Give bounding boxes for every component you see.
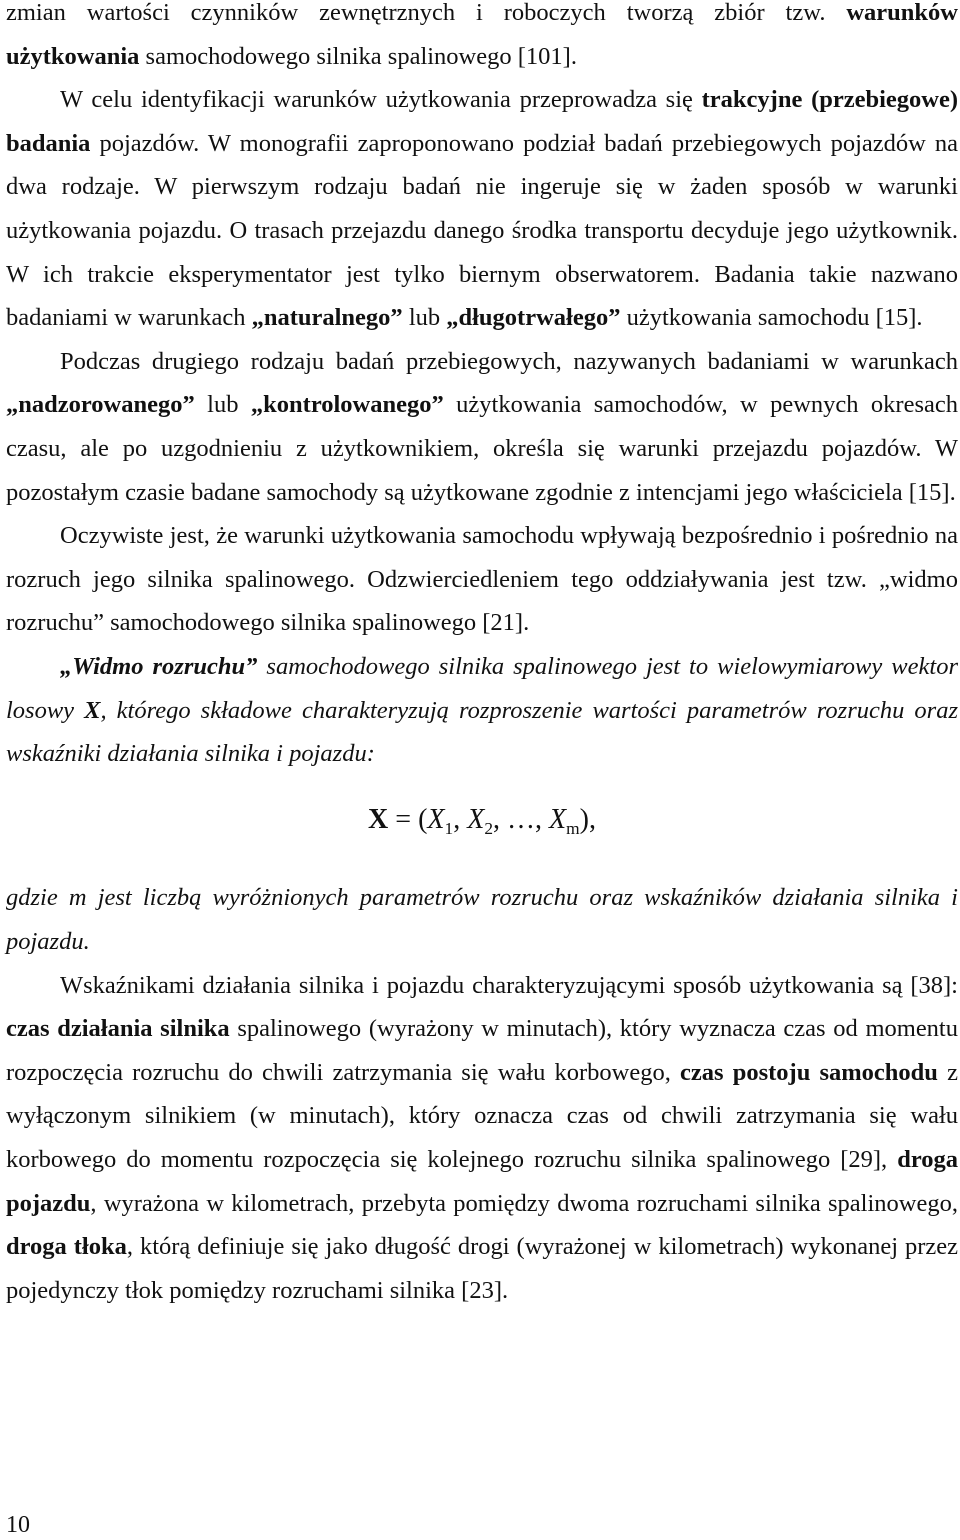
text: , wyrażona w kilometrach, przebyta pomiędzy dwoma rozruchami silnika spalinowego,: [90, 1189, 958, 1217]
text: z wyłączonym silnikiem (w minutach), który oznacza czas od chwili zatrzymania się wału korbowego do momentu rozpoczęcia się kolejnego rozruchu silnika spalinowego [29],: [6, 1058, 958, 1173]
bold-term: droga tłoka: [6, 1233, 127, 1261]
bold-term: „długotrwałego”: [446, 304, 621, 332]
formula-sub: 2: [484, 818, 493, 838]
formula-sep: , …,: [493, 803, 549, 835]
document-page: [6, 0, 958, 1312]
bold-term: X: [84, 696, 101, 724]
bold-term: czas postoju samochodu: [680, 1058, 938, 1086]
bold-term: „kontrolowanego”: [250, 391, 444, 419]
paragraph-3: [6, 340, 958, 514]
text: gdzie m jest liczbą wyróżnionych parametrów rozruchu oraz wskaźników działania silnika i pojazdu.: [6, 884, 958, 955]
formula-var: X: [549, 803, 567, 835]
bold-term: droga pojazdu: [6, 1145, 958, 1217]
text: Wskaźnikami działania silnika i pojazdu charakteryzującymi sposób użytkowania są [38]:: [60, 971, 958, 999]
text: , którą definiuje się jako długość drogi (wyrażonej w kilometrach) wykonanej przez pojedynczy tłok pomiędzy rozruchami silnika [23].: [6, 1233, 958, 1304]
bold-term: warunków użytkowania: [6, 0, 958, 70]
paragraph-6: [6, 876, 958, 963]
text: samochodowego silnika spalinowego [101].: [139, 42, 577, 70]
formula-var: X: [467, 803, 485, 835]
formula-var: X: [427, 803, 445, 835]
bold-term: czas działania silnika: [6, 1015, 230, 1043]
bold-term: trakcyjne (przebiegowe) badania: [6, 86, 959, 157]
formula-eq: = (: [388, 803, 428, 835]
text: spalinowego (wyrażony w minutach), który wyznacza czas od momentu rozpoczęcia rozruchu do chwili zatrzymania się wału korbowego,: [6, 1015, 958, 1086]
text: Oczywiste jest, że warunki użytkowania samochodu wpływają bezpośrednio i pośrednio na rozruch jego silnika spalinowego. Odzwierciedleniem tego oddziaływania jest tzw. „widmo rozruchu” samochodowego silnika spalinowego [21].: [6, 522, 958, 637]
text: użytkowania samochodu [15].: [620, 304, 923, 332]
formula-sub: 1: [444, 818, 454, 838]
paragraph-4: [6, 514, 958, 645]
paragraph-7: [6, 964, 958, 1313]
bold-term: „naturalnego”: [251, 304, 403, 332]
bold-term: „Widmo rozruchu”: [60, 652, 258, 680]
text: pojazdów. W monografii zaproponowano podział badań przebiegowych pojazdów na dwa rodzaje. W pierwszym rodzaju badań nie ingeruje się w żaden sposób w warunki użytkowania pojazdu. O trasach przejazdu danego środka transportu decyduje jego użytkownik. W ich trakcie eksperymentator jest tylko biernym obserwatorem. Badania takie nazwano badaniami w warunkach: [6, 129, 958, 332]
paragraph-5-definition: [6, 645, 958, 776]
text: , którego składowe charakteryzują rozproszenie wartości parametrów rozruchu oraz wskaźniki działania silnika i pojazdu:: [6, 696, 958, 768]
text: lub: [194, 391, 251, 419]
page-number: 10: [6, 1512, 30, 1538]
formula-sub: m: [566, 818, 580, 838]
text: Podczas drugiego rodzaju badań przebiegowych, nazywanych badaniami w warunkach: [60, 347, 958, 375]
paragraph-2: [6, 78, 958, 340]
formula-end: ),: [579, 803, 596, 835]
formula: [6, 776, 958, 877]
text: użytkowania samochodów, w pewnych okresach czasu, ale po uzgodnieniu z użytkownikiem, określa się warunki przejazdu pojazdów. W pozostałym czasie badane samochody są użytkowane zgodnie z intencjami jego właściciela [15].: [6, 391, 959, 506]
text: samochodowego silnika spalinowego jest to wielowymiarowy wektor losowy: [6, 652, 958, 724]
formula-lhs: X: [368, 803, 389, 835]
formula-sep: ,: [453, 803, 468, 835]
text: W celu identyfikacji warunków użytkowania przeprowadza się: [60, 86, 702, 114]
text: zmian wartości czynników zewnętrznych i roboczych tworzą zbiór tzw.: [6, 0, 847, 26]
text: lub: [402, 304, 447, 332]
paragraph-1: [6, 0, 958, 78]
bold-term: „nadzorowanego”: [6, 391, 195, 419]
